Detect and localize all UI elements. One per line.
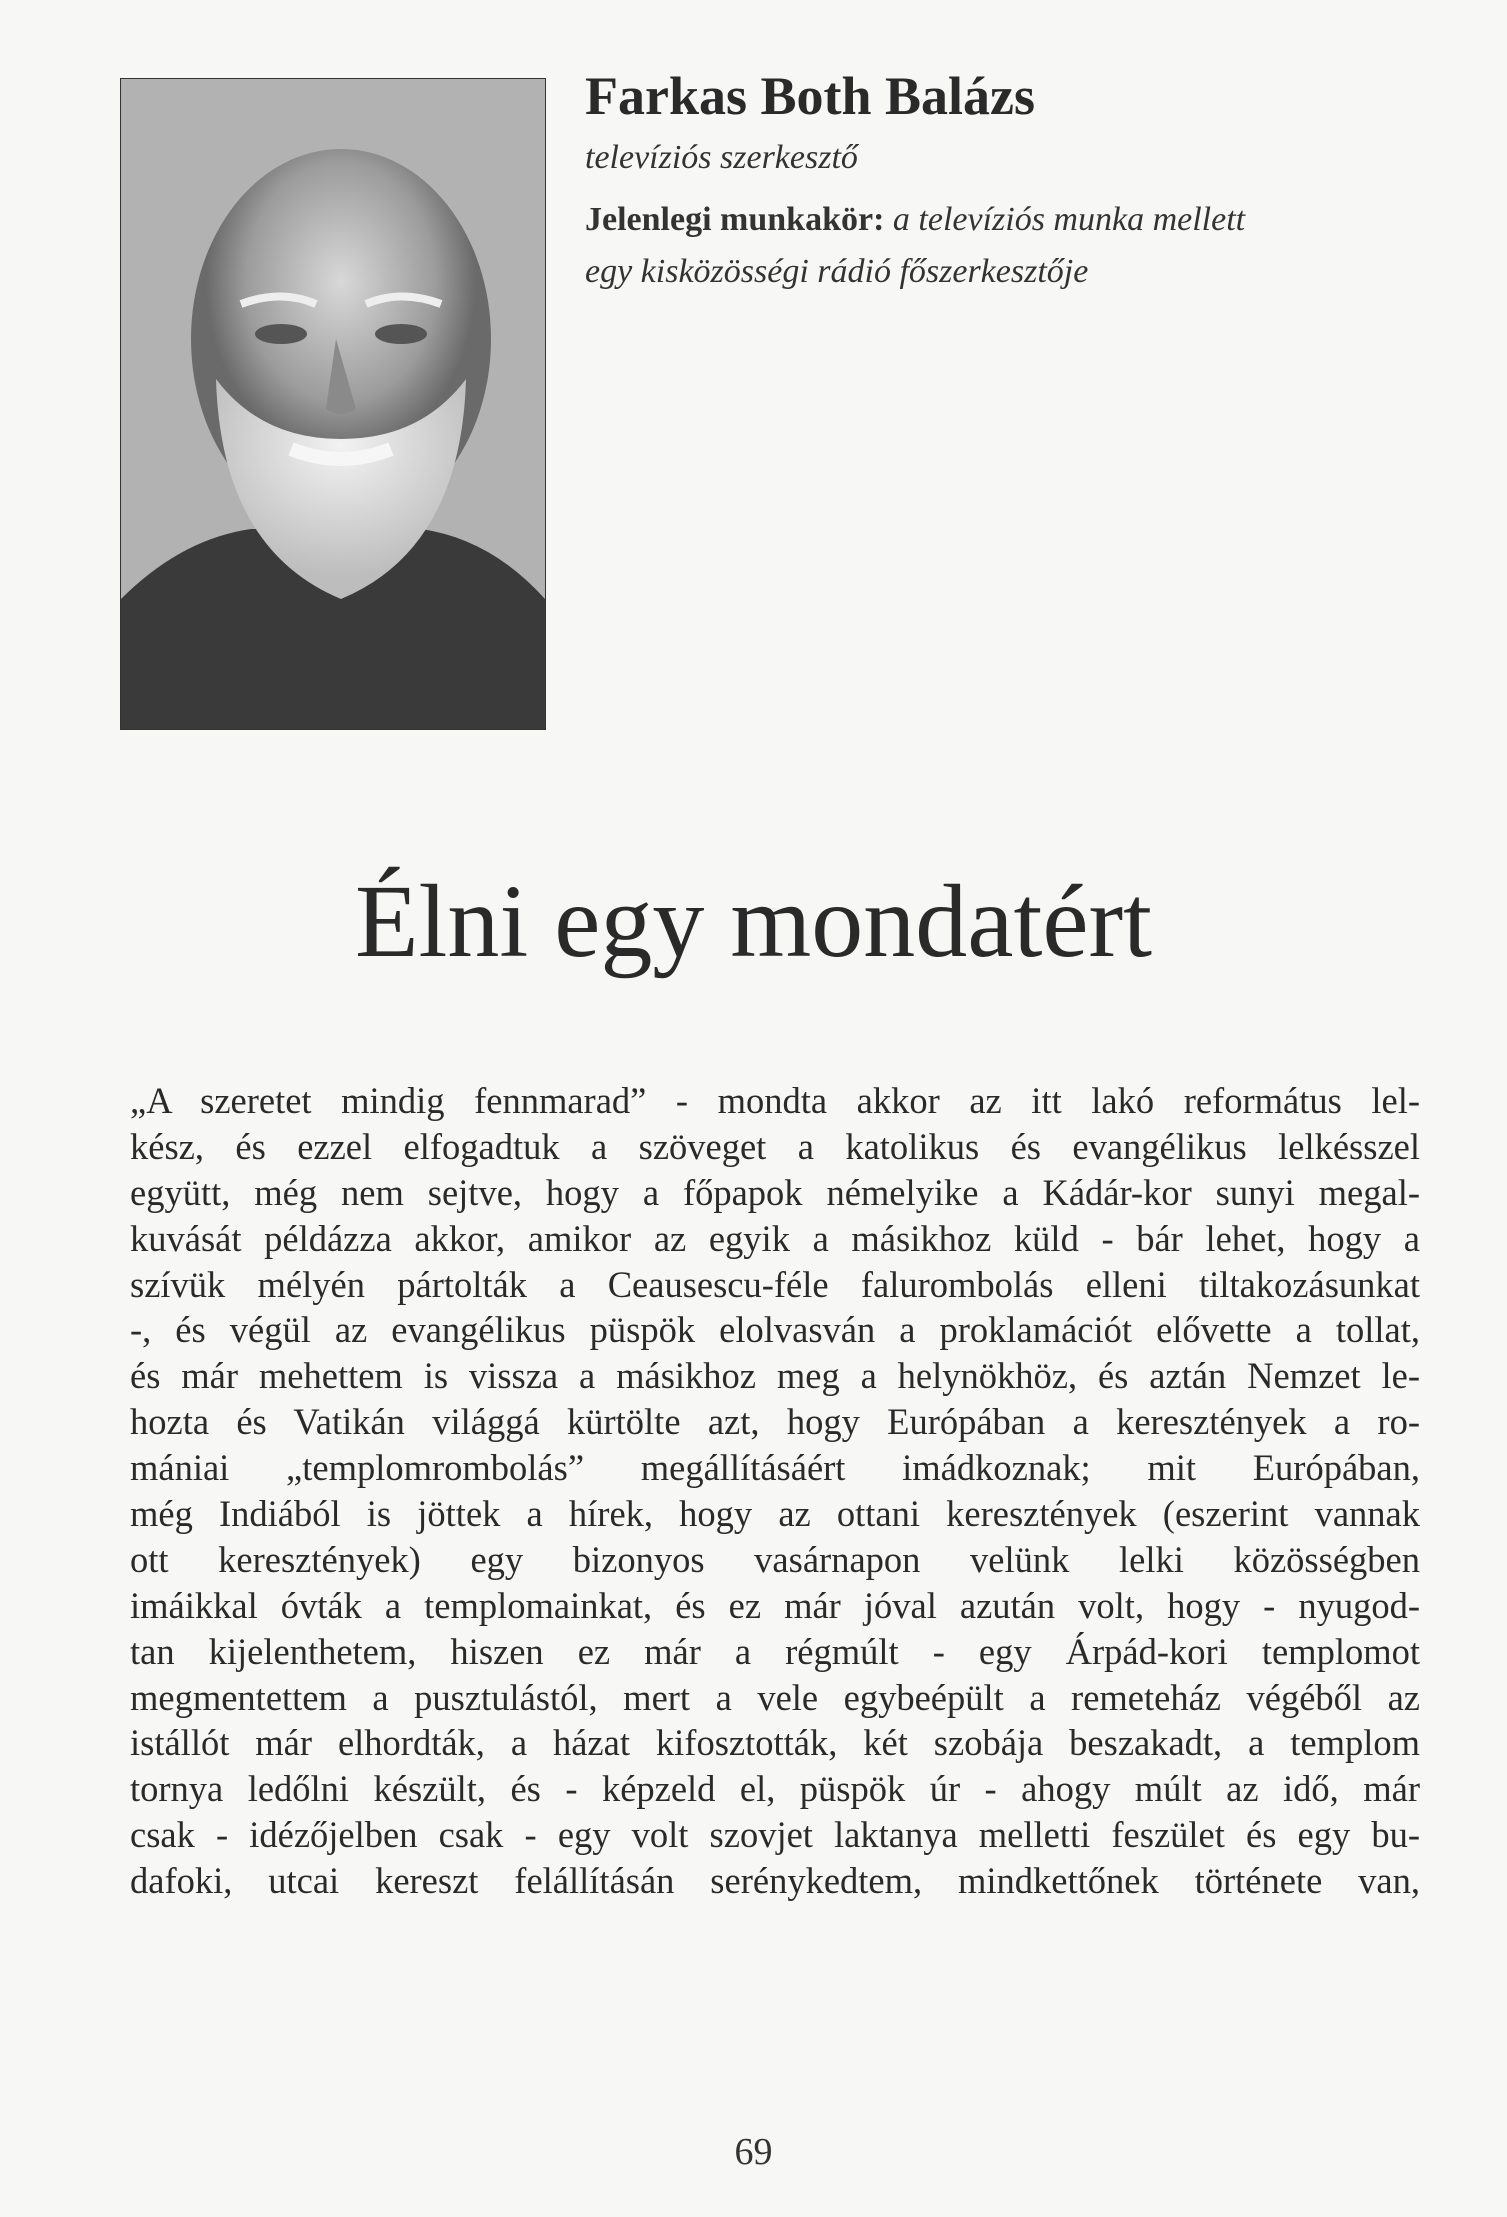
- body-line: tornya ledőlni készült, és - képzeld el, püspök úr - ahogy múlt az idő, már: [130, 1768, 1420, 1810]
- body-line: „A szeretet mindig fennmarad” - mondta akkor az itt lakó református lel-: [130, 1080, 1420, 1121]
- body-line: együtt, még nem sejtve, hogy a főpapok némelyike a Kádár-kor sunyi megal-: [130, 1171, 1420, 1213]
- job-text-2: egy kisközösségi rádió főszerkesztője: [585, 253, 1089, 290]
- body-line: mániai „templomrombolás” megállításáért imádkoznak; mit Európában,: [130, 1447, 1420, 1489]
- author-portrait: [120, 78, 546, 730]
- body-line: szívük mélyén pártolták a Ceausescu-féle falurombolás elleni tiltakozásunkat: [130, 1263, 1420, 1305]
- body-line: csak - idézőjelben csak - egy volt szovjet laktanya melletti feszület és egy bu-: [130, 1814, 1420, 1856]
- body-line: és már mehettem is vissza a másikhoz meg a helynökhöz, és aztán Nemzet le-: [130, 1355, 1420, 1397]
- portrait-image: [121, 79, 545, 729]
- job-label: Jelenlegi munkakör:: [585, 201, 885, 238]
- page-number: 69: [734, 2131, 773, 2173]
- body-line: dafoki, utcai kereszt felállításán serénykedtem, mindkettőnek története van,: [130, 1860, 1420, 1902]
- body-line: megmentettem a pusztulástól, mert a vele egybeépült a remeteház végéből az: [130, 1676, 1420, 1718]
- body-line: kuvását példázza akkor, amikor az egyik a másikhoz küld - bár lehet, hogy a: [130, 1217, 1420, 1259]
- author-name: Farkas Both Balázs: [585, 66, 1036, 126]
- article-body: [130, 1078, 1420, 1904]
- body-line: imáikkal óvták a templomainkat, és ez már jóval azután volt, hogy - nyugod-: [130, 1584, 1420, 1626]
- body-line: még Indiából is jöttek a hírek, hogy az ottani keresztények (eszerint vannak: [130, 1493, 1420, 1535]
- body-line: istállót már elhordták, a házat kifosztották, két szobája beszakadt, a templom: [130, 1722, 1420, 1764]
- current-job: [585, 194, 1405, 298]
- body-line: kész, és ezzel elfogadtuk a szöveget a katolikus és evangélikus lelkésszel: [130, 1125, 1420, 1167]
- body-line: ott keresztények) egy bizonyos vasárnapon velünk lelki közösségben: [130, 1538, 1420, 1580]
- body-line: hozta és Vatikán világgá kürtölte azt, hogy Európában a keresztények a ro-: [130, 1401, 1420, 1443]
- author-info: [585, 60, 1405, 298]
- body-line: -, és végül az evangélikus püspök elolvasván a proklamációt elővette a tollat,: [130, 1309, 1420, 1351]
- article-title: Élni egy mondatért: [354, 864, 1153, 979]
- author-role: televíziós szerkesztő: [585, 139, 858, 176]
- job-text-1: a televíziós munka mellett: [892, 201, 1246, 238]
- body-line: tan kijelenthetem, hiszen ez már a régmúlt - egy Árpád-kori templomot: [130, 1630, 1420, 1672]
